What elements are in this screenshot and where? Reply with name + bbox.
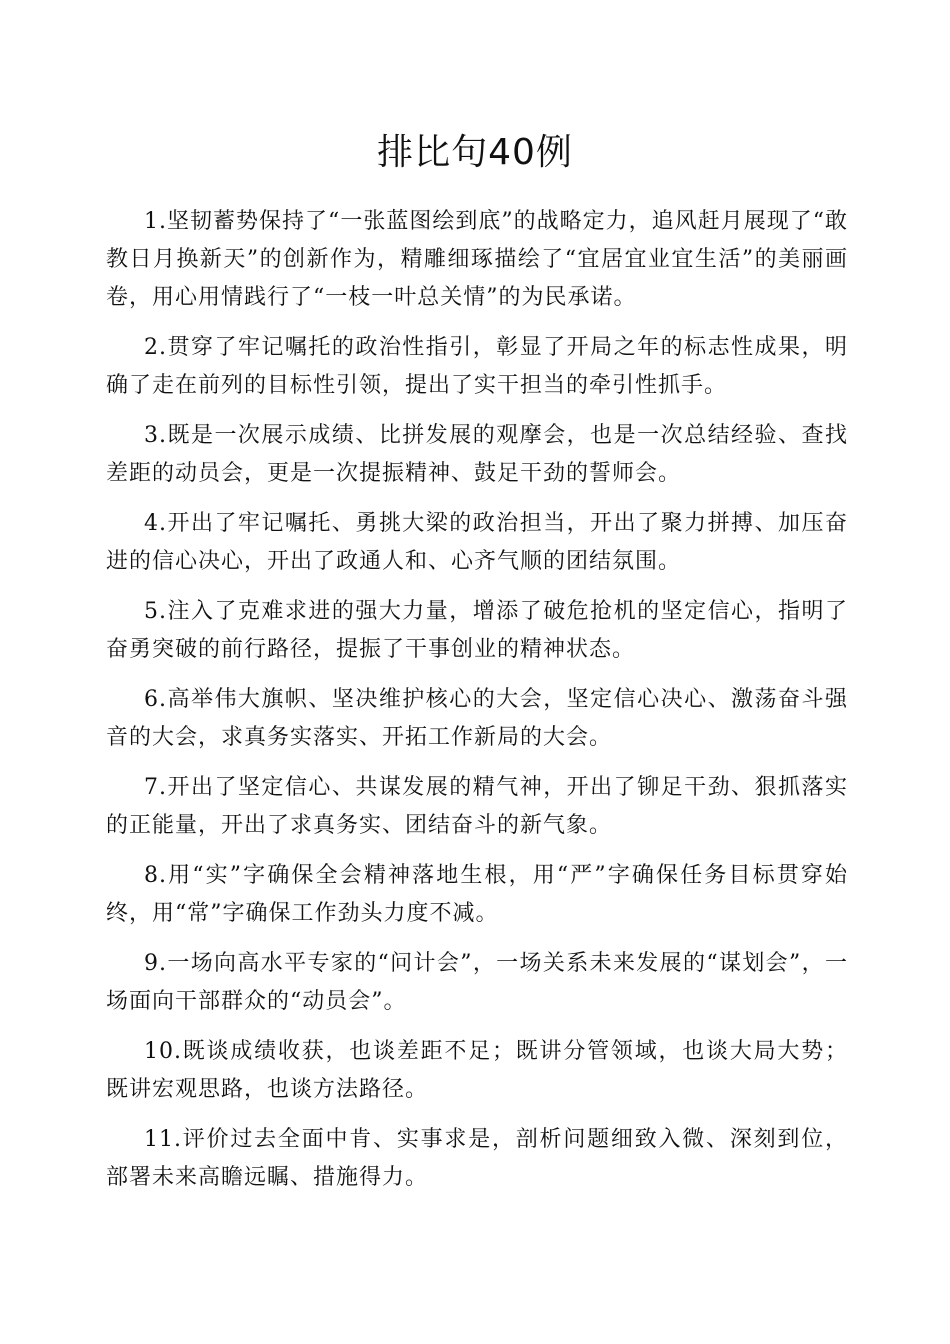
list-item: 8.用“实”字确保全会精神落地生根，用“严”字确保任务目标贯穿始终，用“常”字确保工作劲头力度不减。	[106, 863, 848, 926]
list-item: 2.贯穿了牢记嘱托的政治性指引，彰显了开局之年的标志性成果，明确了走在前列的目标性引领，提出了实干担当的牵引性抓手。	[106, 335, 848, 398]
list-item: 11.评价过去全面中肯、实事求是，剖析问题细致入微、深刻到位，部署未来高瞻远瞩、措施得力。	[106, 1127, 848, 1190]
list-item: 3.既是一次展示成绩、比拼发展的观摩会，也是一次总结经验、查找差距的动员会，更是一次提振精神、鼓足干劲的誓师会。	[106, 423, 848, 486]
list-item: 6.高举伟大旗帜、坚决维护核心的大会，坚定信心决心、激荡奋斗强音的大会，求真务实落实、开拓工作新局的大会。	[106, 687, 848, 750]
list-item: 4.开出了牢记嘱托、勇挑大梁的政治担当，开出了聚力拼搏、加压奋进的信心决心，开出了政通人和、心齐气顺的团结氛围。	[106, 511, 848, 574]
list-item: 1.坚韧蓄势保持了“一张蓝图绘到底”的战略定力，追风赶月展现了“敢教日月换新天”的创新作为，精雕细琢描绘了“宜居宜业宜生活”的美丽画卷，用心用情践行了“一枝一叶总关情”的为民承诺。	[106, 209, 848, 310]
list-item: 10.既谈成绩收获，也谈差距不足；既讲分管领域，也谈大局大势；既讲宏观思路，也谈方法路径。	[106, 1039, 848, 1102]
list-item: 5.注入了克难求进的强大力量，增添了破危抢机的坚定信心，指明了奋勇突破的前行路径，提振了干事创业的精神状态。	[106, 599, 848, 662]
list-item: 9.一场向高水平专家的“问计会”，一场关系未来发展的“谋划会”，一场面向干部群众的“动员会”。	[106, 951, 848, 1014]
sentence-list	[106, 203, 848, 1209]
list-item: 7.开出了坚定信心、共谋发展的精气神，开出了铆足干劲、狠抓落实的正能量，开出了求真务实、团结奋斗的新气象。	[106, 775, 848, 838]
page-title: 排比句40例	[377, 132, 573, 173]
